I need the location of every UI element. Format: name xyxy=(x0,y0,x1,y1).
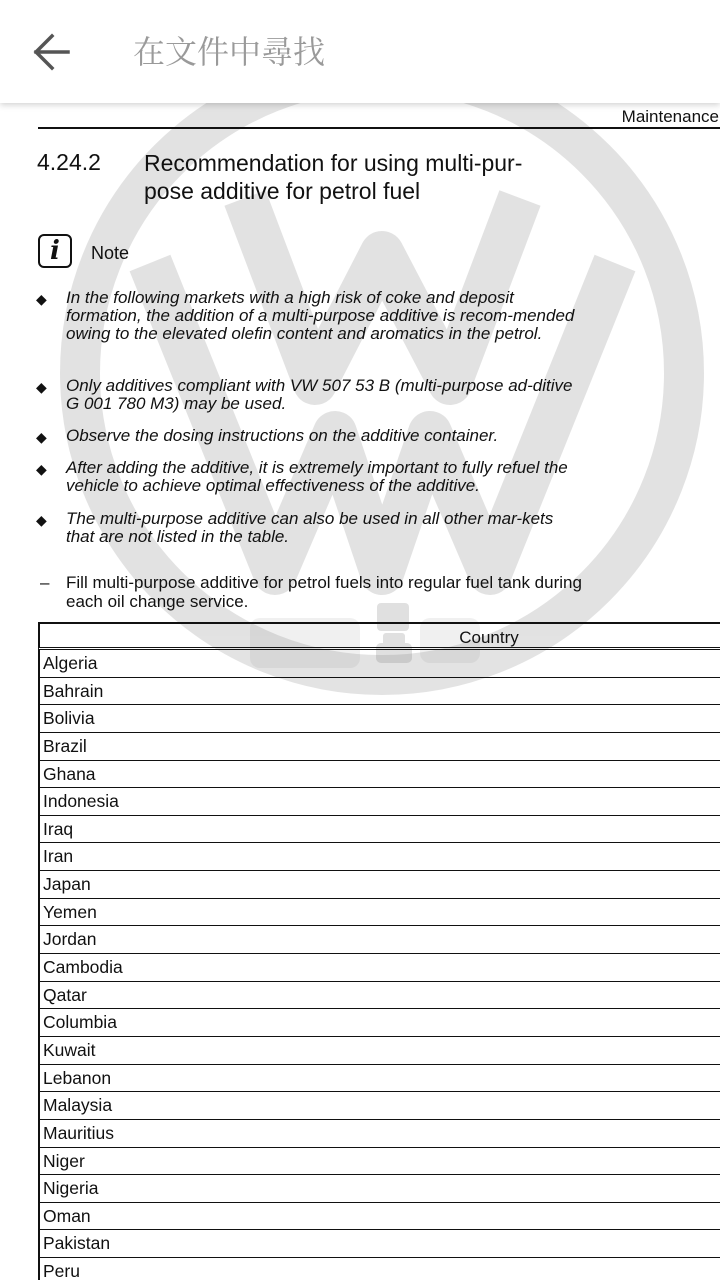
bullet-icon: ◆ xyxy=(36,379,47,395)
table-row: Lebanon xyxy=(38,1065,720,1093)
table-row: Nigeria xyxy=(38,1175,720,1203)
table-row: Oman xyxy=(38,1203,720,1231)
app-bar xyxy=(0,0,720,103)
table-row: Bolivia xyxy=(38,705,720,733)
bullet-icon: ◆ xyxy=(36,429,47,445)
section-title: Recommendation for using multi-pur-pose additive for petrol fuel xyxy=(144,150,523,204)
table-row: Iraq xyxy=(38,816,720,844)
bullet-item: The multi-purpose additive can also be used in all other mar-kets that are not listed in the table. xyxy=(66,509,554,546)
instruction-text: Fill multi-purpose additive for petrol fuels into regular fuel tank during each oil change service. xyxy=(66,573,582,611)
table-row: Brazil xyxy=(38,733,720,761)
bullet-item: Only additives compliant with VW 507 53 B (multi-purpose ad-ditive G 001 780 M3) may be used. xyxy=(66,376,573,413)
bullet-icon: ◆ xyxy=(36,291,47,307)
bullet-item: In the following markets with a high risk of coke and deposit formation, the addition of a multi-purpose additive is recom-mended owing to the elevated olefin content and aromatics in the petrol. xyxy=(66,288,575,343)
table-row: Japan xyxy=(38,871,720,899)
table-row: Columbia xyxy=(38,1009,720,1037)
note-label: Note xyxy=(91,243,130,263)
table-header: Country xyxy=(38,622,720,650)
table-row: Qatar xyxy=(38,982,720,1010)
bullet-icon: ◆ xyxy=(36,512,47,528)
table-row: Indonesia xyxy=(38,788,720,816)
country-table xyxy=(38,622,720,1280)
table-row: Iran xyxy=(38,843,720,871)
table-row: Ghana xyxy=(38,761,720,789)
bullet-item: After adding the additive, it is extremely important to fully refuel the vehicle to achieve optimal effectiveness of the additive. xyxy=(66,458,568,495)
info-icon: i xyxy=(38,234,72,268)
table-row: Peru xyxy=(38,1258,720,1280)
table-row: Bahrain xyxy=(38,678,720,706)
table-row: Malaysia xyxy=(38,1092,720,1120)
dash-marker: – xyxy=(40,573,50,592)
header-divider xyxy=(38,127,720,129)
table-row: Kuwait xyxy=(38,1037,720,1065)
table-row: Cambodia xyxy=(38,954,720,982)
bullet-icon: ◆ xyxy=(36,461,47,477)
table-body xyxy=(38,650,720,1280)
document-page[interactable] xyxy=(0,103,720,1280)
table-row: Mauritius xyxy=(38,1120,720,1148)
table-row: Yemen xyxy=(38,899,720,927)
table-row: Algeria xyxy=(38,650,720,678)
table-row: Jordan xyxy=(38,926,720,954)
arrow-left-icon[interactable] xyxy=(22,26,82,78)
table-row: Pakistan xyxy=(38,1230,720,1258)
table-row: Niger xyxy=(38,1148,720,1176)
bullet-item: Observe the dosing instructions on the additive container. xyxy=(66,426,499,445)
section-label: Maintenance xyxy=(621,107,719,126)
search-input[interactable] xyxy=(133,26,693,78)
section-number: 4.24.2 xyxy=(37,149,101,175)
